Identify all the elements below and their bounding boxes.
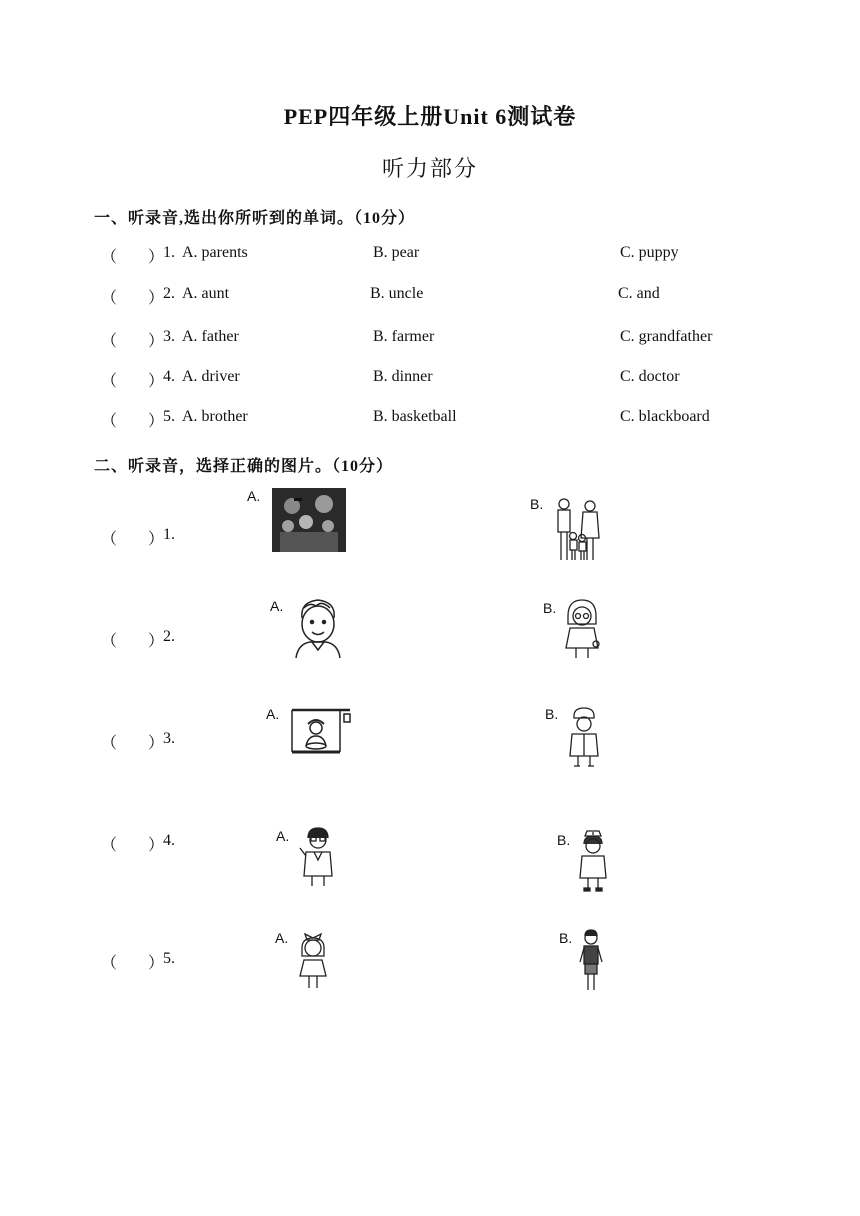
- family-group-icon[interactable]: [552, 496, 602, 562]
- option-b: B. uncle: [370, 285, 424, 302]
- picture-label-a: A.: [247, 488, 261, 504]
- picture-label-a: A.: [270, 598, 284, 614]
- family-photo-icon[interactable]: [272, 488, 346, 552]
- question-number: 5.: [163, 950, 175, 967]
- question-number: 1.: [163, 526, 175, 543]
- bus-driver-icon[interactable]: [290, 706, 354, 756]
- question-number: 3.: [163, 730, 175, 747]
- option-c: C. blackboard: [620, 408, 710, 425]
- option-c: C. puppy: [620, 244, 679, 261]
- question-row: （ ） 2. A. aunt B. uncle C. and: [101, 285, 660, 307]
- cook-icon[interactable]: [566, 706, 602, 770]
- boy-face-icon[interactable]: [290, 596, 346, 658]
- doctor-icon[interactable]: [298, 826, 336, 888]
- option-b: B. farmer: [373, 328, 435, 345]
- option-a: A. aunt: [182, 285, 230, 302]
- question-number: 2.: [163, 285, 175, 302]
- section-1-heading: 一、听录音,选出你所听到的单词。（10分）: [94, 210, 416, 227]
- question-number: 4.: [163, 832, 175, 849]
- option-c: C. and: [618, 285, 660, 302]
- nurse-icon[interactable]: [576, 830, 610, 894]
- picture-label-b: B.: [557, 832, 571, 848]
- picture-question-row: （ ） 1. A. B.: [0, 486, 860, 586]
- picture-question-row: （ ） 5. A. B.: [0, 910, 860, 1010]
- option-a: A. father: [182, 328, 239, 345]
- picture-label-b: B.: [545, 706, 559, 722]
- question-number: 4.: [163, 368, 175, 385]
- picture-label-b: B.: [543, 600, 557, 616]
- girl-icon[interactable]: [296, 930, 330, 992]
- option-c: C. grandfather: [620, 328, 713, 345]
- boy-standing-icon[interactable]: [578, 928, 604, 994]
- section-2-heading: 二、听录音，选择正确的图片。（10分）: [94, 458, 394, 475]
- question-row: （ ） 5. A. brother B. basketball C. blackboard: [101, 408, 710, 430]
- picture-label-a: A.: [275, 930, 289, 946]
- option-a: A. driver: [182, 368, 240, 385]
- question-number: 5.: [163, 408, 175, 425]
- question-number: 3.: [163, 328, 175, 345]
- option-b: B. dinner: [373, 368, 433, 385]
- question-row: （ ） 1. A. parents B. pear C. puppy: [101, 244, 679, 266]
- picture-label-a: A.: [266, 706, 280, 722]
- option-b: B. basketball: [373, 408, 457, 425]
- option-c: C. doctor: [620, 368, 680, 385]
- picture-question-row: （ ） 4. A. B.: [0, 792, 860, 892]
- picture-question-row: （ ） 2. A. B.: [0, 588, 860, 688]
- picture-label-b: B.: [559, 930, 573, 946]
- question-number: 1.: [163, 244, 175, 261]
- question-row: （ ） 4. A. driver B. dinner C. doctor: [101, 368, 680, 390]
- picture-label-b: B.: [530, 496, 544, 512]
- page-subtitle: 听力部分: [381, 156, 478, 181]
- option-a: A. parents: [182, 244, 248, 261]
- question-number: 2.: [163, 628, 175, 645]
- question-row: （ ） 3. A. father B. farmer C. grandfather: [101, 328, 713, 350]
- page-title: PEP四年级上册Unit 6测试卷: [283, 104, 577, 129]
- option-a: A. brother: [182, 408, 248, 425]
- picture-label-a: A.: [276, 828, 290, 844]
- option-b: B. pear: [373, 244, 420, 261]
- grandma-icon[interactable]: [562, 598, 602, 660]
- picture-question-row: （ ） 3. A. B.: [0, 690, 860, 790]
